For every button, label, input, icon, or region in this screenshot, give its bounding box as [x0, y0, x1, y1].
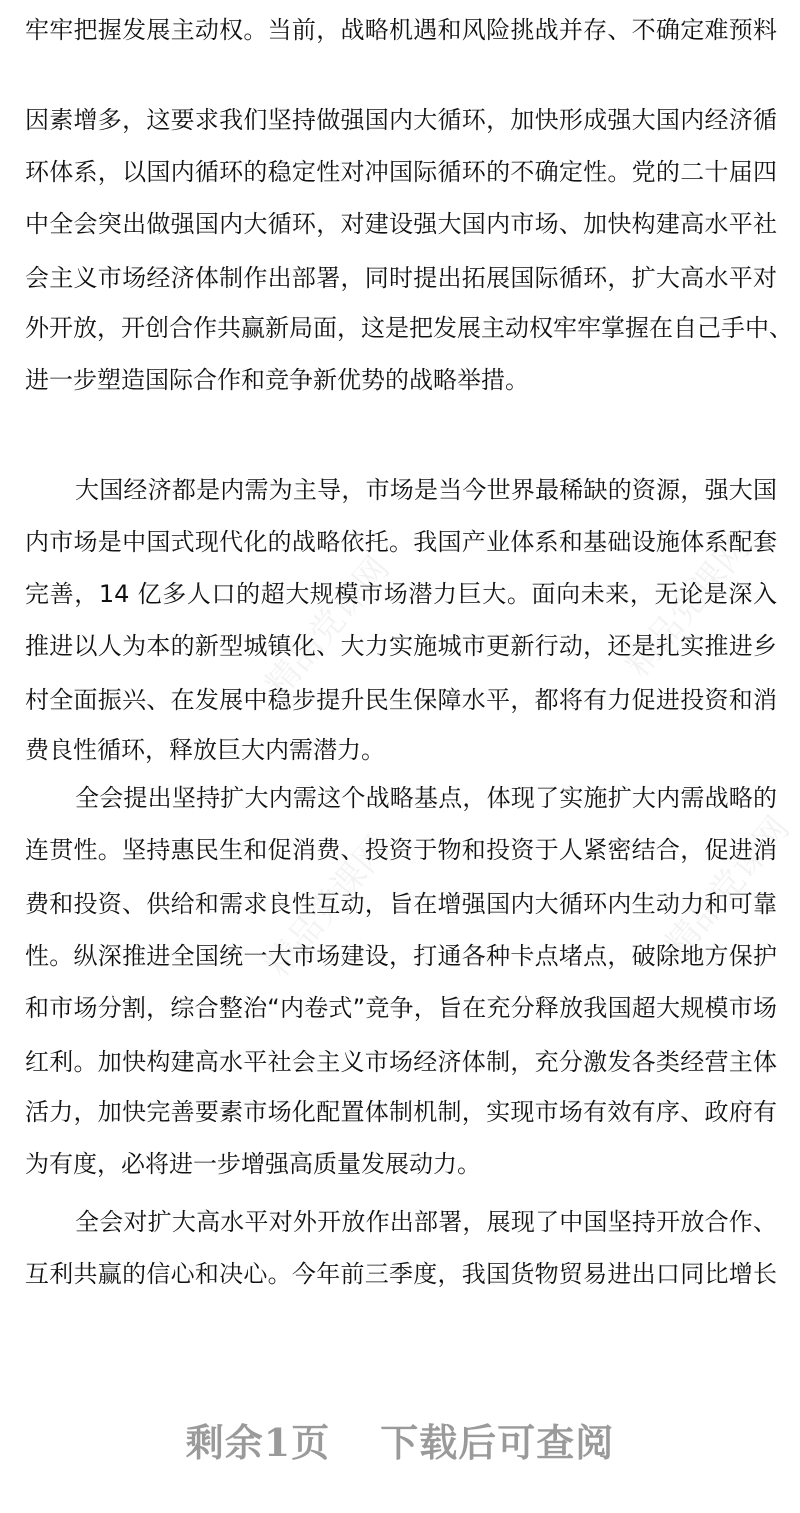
text-line: 进一步塑造国际合作和竞争新优势的战略举措。 — [25, 366, 529, 394]
text-line: 费和投资、供给和需求良性互动，旨在增强国内大循环内生动力和可靠 — [25, 890, 777, 918]
text-line: 红利。加快构建高水平社会主义市场经济体制，充分激发各类经营主体 — [25, 1048, 777, 1076]
download-banner[interactable] — [0, 1412, 800, 1467]
text-line: 全会提出坚持扩大内需这个战略基点，体现了实施扩大内需战略的 — [75, 784, 777, 812]
remaining-pages-label: 剩余1页 — [185, 1420, 331, 1465]
text-line: 费良性循环，释放巨大内需潜力。 — [25, 736, 385, 764]
text-line: 全会对扩大高水平对外开放作出部署，展现了中国坚持开放合作、 — [75, 1208, 777, 1236]
text-line: 为有度，必将进一步增强高质量发展动力。 — [25, 1150, 481, 1178]
text-line: 外开放，开创合作共赢新局面，这是把发展主动权牢牢掌握在自己手中、 — [25, 314, 793, 342]
text-line: 会主义市场经济体制作出部署，同时提出拓展国际循环，扩大高水平对 — [25, 264, 777, 292]
text-line: 推进以人为本的新型城镇化、大力实施城市更新行动，还是扎实推进乡 — [25, 632, 777, 660]
watermark: 精品党课网 — [257, 828, 398, 985]
watermark: 精品党课网 — [657, 808, 798, 965]
text-line: 牢牢把握发展主动权。当前，战略机遇和风险挑战并存、不确定难预料 — [25, 16, 777, 44]
text-line: 连贯性。坚持惠民生和促消费、投资于物和投资于人紧密结合，促进消 — [25, 836, 777, 864]
text-line: 中全会突出做强国内大循环，对建设强大国内市场、加快构建高水平社 — [25, 210, 777, 238]
text-line: 完善，14 亿多人口的超大规模市场潜力巨大。面向未来，无论是深入 — [25, 580, 777, 608]
text-line: 互利共赢的信心和决心。今年前三季度，我国货物贸易进出口同比增长 — [25, 1260, 777, 1288]
text-line: 活力，加快完善要素市场化配置体制机制，实现市场有效有序、政府有 — [25, 1098, 777, 1126]
text-line: 性。纵深推进全国统一大市场建设，打通各种卡点堵点，破除地方保护 — [25, 942, 777, 970]
watermark: 精品党课网 — [257, 548, 398, 705]
text-line: 环体系，以国内循环的稳定性对冲国际循环的不确定性。党的二十届四 — [25, 158, 777, 186]
download-to-view-label[interactable]: 下载后可查阅 — [380, 1420, 615, 1465]
text-line: 大国经济都是内需为主导，市场是当今世界最稀缺的资源，强大国 — [75, 476, 777, 504]
text-line: 和市场分割，综合整治“内卷式”竞争，旨在充分释放我国超大规模市场 — [25, 994, 777, 1022]
text-line: 内市场是中国式现代化的战略依托。我国产业体系和基础设施体系配套 — [25, 528, 777, 556]
watermark: 精品党课网 — [617, 528, 758, 685]
text-line: 因素增多，这要求我们坚持做强国内大循环，加快形成强大国内经济循 — [25, 106, 777, 134]
text-line: 村全面振兴、在发展中稳步提升民生保障水平，都将有力促进投资和消 — [25, 686, 777, 714]
